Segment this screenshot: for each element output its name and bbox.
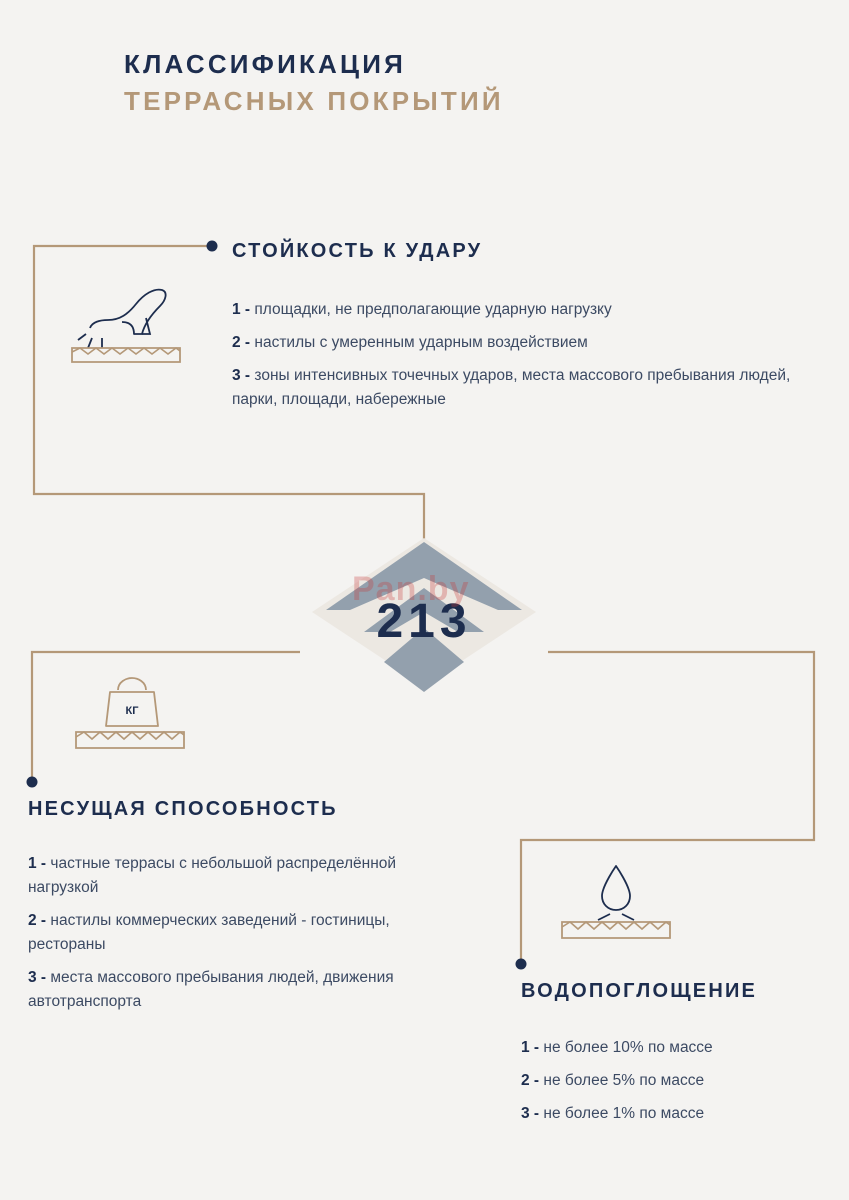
list-item-number: 3 - [232,367,251,385]
list-item [232,331,802,355]
list-item-number: 2 - [28,912,47,930]
center-emblem [288,520,560,700]
list-item [28,966,428,1014]
weight-bag-on-deck-board-icon [66,668,196,763]
list-item [28,909,428,957]
section-list-impact-resistance [232,298,802,421]
list-item-text: частные террасы с небольшой распределённой нагрузкой [28,855,397,897]
list-item-text: настилы с умеренным ударным воздействием [250,334,588,352]
svg-text:КГ: КГ [125,705,139,717]
list-item [521,1036,831,1060]
list-item [28,852,428,900]
list-item-text: места массового пребывания людей, движения автотранспорта [28,969,394,1011]
emblem-number: 213 [376,594,472,648]
section-list-load-capacity [28,852,428,1023]
section-heading-load-capacity: НЕСУЩАЯ СПОСОБНОСТЬ [28,798,338,820]
list-item-text: зоны интенсивных точечных ударов, места массового пребывания людей, парки, площади, набережные [232,367,791,409]
list-item-number: 1 - [232,301,251,318]
high-heel-shoe-on-deck-board-icon [62,278,192,373]
list-item [521,1069,831,1093]
page-title-line2: ТЕРРАСНЫХ ПОКРЫТИЙ [124,85,504,116]
list-item [232,364,802,412]
list-item-text: настилы коммерческих заведений - гостиницы, рестораны [28,912,390,954]
list-item-number: 3 - [521,1105,540,1123]
list-item-number: 3 - [28,969,47,987]
page-title-line1: КЛАССИФИКАЦИЯ [124,49,406,79]
watermark: Pan.by [352,570,470,608]
list-item-number: 2 - [232,334,251,352]
list-item-number: 1 - [521,1039,540,1056]
list-item [232,298,802,322]
list-item-number: 1 - [28,855,47,872]
section-list-water-absorption [521,1036,831,1135]
list-item-text: не более 10% по массе [539,1039,713,1056]
list-item-text: не более 1% по массе [539,1105,705,1123]
list-item [521,1102,831,1126]
list-item-text: не более 5% по массе [539,1072,705,1090]
section-heading-impact-resistance: СТОЙКОСТЬ К УДАРУ [232,240,483,262]
list-item-text: площадки, не предполагающие ударную нагрузку [250,301,612,318]
water-drop-on-deck-board-icon [552,858,682,953]
page-title [124,48,724,117]
section-heading-water-absorption: ВОДОПОГЛОЩЕНИЕ [521,980,758,1002]
list-item-number: 2 - [521,1072,540,1090]
